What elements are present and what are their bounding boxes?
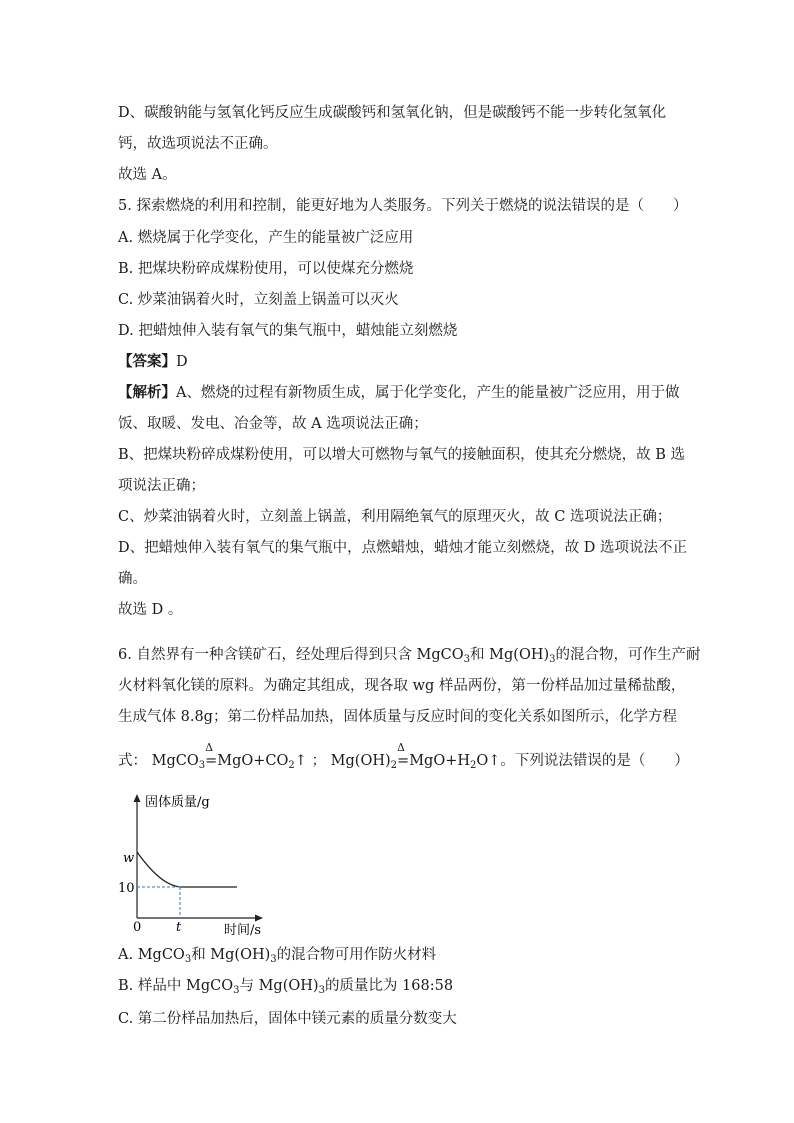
question-6-stem: 6. 自然界有一种含镁矿石，经处理后得到只含 MgCO$_3$和 $Mg(OH)_3$的混合物，可作生产耐	[118, 647, 701, 665]
x-axis-arrow-icon	[255, 915, 263, 922]
y-axis-label: 固体质量/g	[145, 795, 210, 810]
mass-curve	[137, 852, 237, 887]
explanation-line: 确。	[118, 571, 147, 587]
question-6-option-c: C. 第二份样品加热后，固体中镁元素的质量分数变大	[118, 1011, 457, 1027]
explanation-line: 饭、取暖、发电、冶金等，故 A 选项说法正确；	[118, 416, 428, 432]
y-axis-arrow-icon	[134, 794, 141, 802]
paragraph-line: 钙，故选项说法不正确。	[118, 136, 278, 152]
question-6-option-a: A. MgCO$_3$和 $Mg(OH)_3$的混合物可用作防火材料	[118, 947, 437, 965]
ten-label: 10	[118, 881, 135, 896]
explanation-line: 【解析】A、燃烧的过程有新物质生成，属于化学变化，产生的能量被广泛应用，用于做	[118, 384, 680, 401]
arrow-up-icon: ↑	[294, 753, 307, 769]
x-axis-label: 时间/s	[224, 923, 262, 938]
heating-equals-sign: Δ =	[397, 741, 410, 769]
question-5-option-d: D. 把蜡烛伸入装有氧气的集气瓶中，蜡烛能立刻燃烧	[118, 323, 458, 339]
question-6-stem: 火材料氧化镁的原料。为确定其组成，现各取 wg 样品两份，第一份样品加过量稀盐酸，	[118, 678, 686, 694]
question-5-stem: 5. 探索燃烧的利用和控制，能更好地为人类服务。下列关于燃烧的说法错误的是（ ）	[118, 198, 688, 214]
answer-value: D	[176, 354, 188, 370]
question-5-option-a: A. 燃烧属于化学变化，产生的能量被广泛应用	[118, 230, 414, 246]
equation-1: MgCO$_3$ Δ $=MgO+CO_2↑$	[151, 741, 307, 771]
answer-line	[118, 353, 188, 371]
origin-label: 0	[133, 920, 142, 935]
heating-equals-sign: Δ =	[205, 741, 218, 769]
question-5-option-c: C. 炒菜油锅着火时，立刻盖上锅盖可以灭火	[118, 292, 399, 308]
question-6-stem: 生成气体 8.8g；第二份样品加热，固体质量与反应时间的变化关系如图所示，化学方程	[118, 709, 677, 725]
mass-time-graph	[112, 790, 282, 940]
chemical-equations: 式： MgCO$_3$ Δ $=MgO+CO_2↑$ ； $Mg(OH)_2$ Δ $=MgO+H_2O↑$。下列说法错误的是（ ）	[118, 741, 689, 771]
explanation-line: 故选 D 。	[118, 602, 183, 618]
explanation-line: 项说法正确；	[118, 478, 205, 494]
question-6-option-b: B. 样品中 MgCO$_3$与 $Mg(OH)_3$的质量比为 168:58	[118, 978, 454, 996]
question-5-option-b: B. 把煤块粉碎成煤粉使用，可以使煤充分燃烧	[118, 261, 414, 277]
explanation-label: 【解析】	[118, 384, 176, 401]
delta-symbol: Δ	[397, 741, 405, 754]
paragraph-line: D、碳酸钠能与氢氧化钙反应生成碳酸钙和氢氧化钠，但是碳酸钙不能一步转化氢氧化	[118, 105, 667, 121]
delta-symbol: Δ	[205, 741, 214, 754]
explanation-line: D、把蜡烛伸入装有氧气的集气瓶中，点燃蜡烛，蜡烛才能立刻燃烧，故 D 选项说法不正	[118, 540, 687, 556]
answer-label: 【答案】	[118, 353, 176, 370]
paragraph-line: 故选 A。	[118, 167, 177, 183]
explanation-line: C、炒菜油锅着火时，立刻盖上锅盖，利用隔绝氧气的原理灭火，故 C 选项说法正确；	[118, 509, 672, 525]
w-label: w	[123, 851, 135, 866]
equation-2: $Mg(OH)_2$ Δ $=MgO+H_2O↑$。下列说法错误的是（ ）	[330, 741, 689, 771]
explanation-line: B、把煤块粉碎成煤粉使用，可以增大可燃物与氧气的接触面积，使其充分燃烧，故 B 选	[118, 447, 686, 463]
t-label: t	[176, 920, 182, 935]
